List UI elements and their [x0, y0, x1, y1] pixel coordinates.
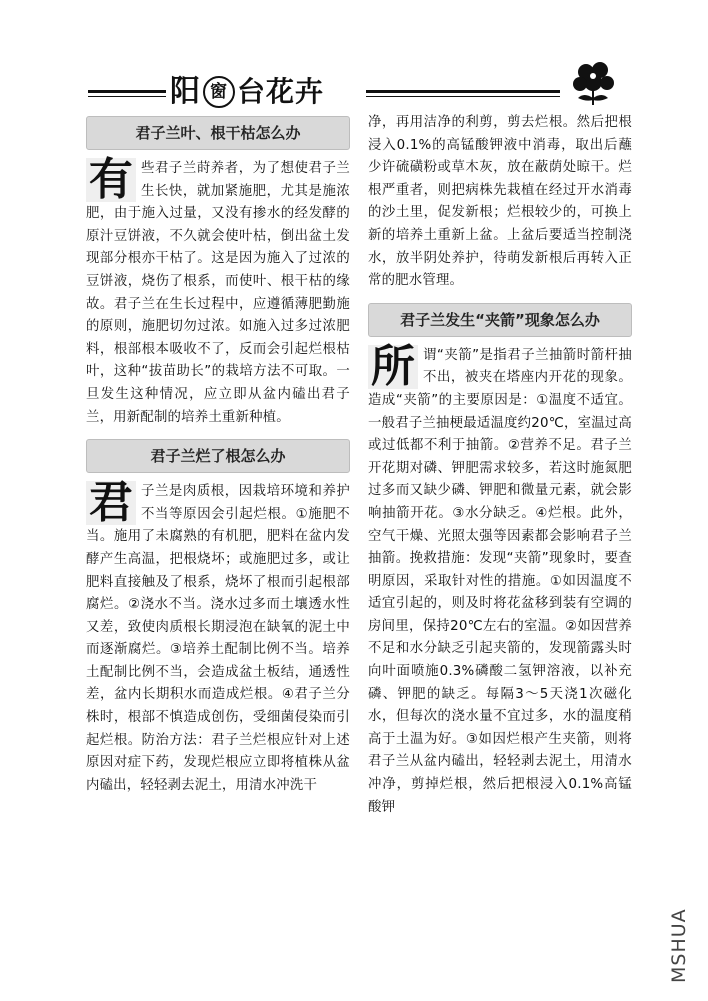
column-title [170, 66, 324, 110]
article-body [368, 340, 632, 819]
article-text: 子兰是肉质根，因栽培环境和养护不当等原因会引起烂根。①施肥不当。施用了未腐熟的有机肥，肥料在盆内发酵产生高温，把根烧坏；或施肥过多，或让肥料直接触及了根系，烧坏了根而引起根部腐烂。②浇水不当。浇水过多而土壤透水性又差，致使肉质根长期浸泡在缺氧的泥土中而逐渐腐烂。③培养土配制比例不当。培养土配制比例不当，会造成盆土板结，通透性差，盆内长期积水而造成烂根。④君子兰分株时，根部不慎造成创伤，受细菌侵染而引起烂根。防治方法：君子兰烂根应针对上述原因对症下药，发现烂根应立即将植株从盆内磕出，轻轻剥去泥土，用清水冲洗干 [86, 484, 350, 793]
right-column [368, 112, 632, 819]
header-rule-right-thin [366, 96, 560, 97]
article-body [86, 154, 350, 429]
header-rule-left-thin [88, 96, 166, 97]
section-heading: 君子兰烂了根怎么办 [86, 439, 350, 473]
section-heading: 君子兰发生“夹箭”现象怎么办 [368, 303, 632, 337]
column-header [88, 58, 640, 110]
drop-cap: 君 [86, 481, 136, 525]
header-rule-left [88, 90, 166, 93]
header-rule-right [366, 90, 560, 93]
title-circled-char: 窗 [203, 76, 235, 108]
article-text: 谓“夹箭”是指君子兰抽箭时箭杆抽不出，被夹在塔座内开花的现象。造成“夹箭”的主要原因是：①温度不适宜。一般君子兰抽梗最适温度约20℃，室温过高或过低都不利于抽箭。②营养不足。君子兰开花期对磷、钾肥需求较多，若这时施氮肥过多而又缺少磷、钾肥和微量元素，就会影响抽箭开花。③水分缺乏。④烂根。此外，空气干燥、光照太强等因素都会影响君子兰抽箭。挽救措施：发现“夹箭”现象时，要查明原因，采取针对性的措施。①如因温度不适宜引起的，则及时将花盆移到装有空调的房间里，保持20℃左右的室温。②如因营养不足和水分缺乏引起夹箭的，发现箭露头时向叶面喷施0.3%磷酸二氢钾溶液，以补充磷、钾肥的缺乏。每隔3～5天浇1次磁化水，但每次的浇水量不宜过多，水的温度稍高于土温为好。③如因烂根产生夹箭，则将君子兰从盆内磕出，轻轻剥去泥土，用清水冲净，剪掉烂根，然后把根浸入0.1%高锰酸钾 [368, 347, 632, 815]
left-column [86, 112, 350, 797]
article-body-continued: 净，再用洁净的利剪，剪去烂根。然后把根浸入0.1%的高锰酸钾液中消毒，取出后蘸少许硫磺粉或草木灰，放在蔽荫处晾干。烂根严重者，则把病株先栽植在经过开水消毒的沙土里，促发新根；烂根较少的，可换上新的培养土重新上盆。上盆后要适当控制浇水，放半阴处养护，待萌发新根后再转入正常的肥水管理。 [368, 115, 632, 289]
flower-ornament-icon [566, 58, 622, 108]
title-rest: 台花卉 [237, 75, 325, 108]
drop-cap: 有 [86, 158, 136, 202]
title-char: 阳 [170, 74, 201, 109]
section-heading: 君子兰叶、根干枯怎么办 [86, 116, 350, 150]
article-text: 些君子兰莳养者，为了想使君子兰生长快，就加紧施肥，尤其是施浓肥，由于施入过量，又没有掺水的经发酵的原汁豆饼液，不久就会使叶枯，倒出盆土发现部分根亦干枯了。这是因为施入了过浓的豆饼液，烧伤了根系，而使叶、根干枯的缘故。君子兰在生长过程中，应遵循薄肥勤施的原则，施肥切勿过浓。如施入过多过浓肥料，根部根本吸收不了，反而会引起烂根枯叶，这种“拔苗助长”的栽培方法不可取。一旦发生这种情况，应立即从盆内磕出君子兰，用新配制的培养土重新种植。 [86, 161, 350, 425]
watermark-text: MSHUA [668, 908, 690, 983]
drop-cap: 所 [368, 345, 418, 389]
article-body [86, 477, 350, 797]
